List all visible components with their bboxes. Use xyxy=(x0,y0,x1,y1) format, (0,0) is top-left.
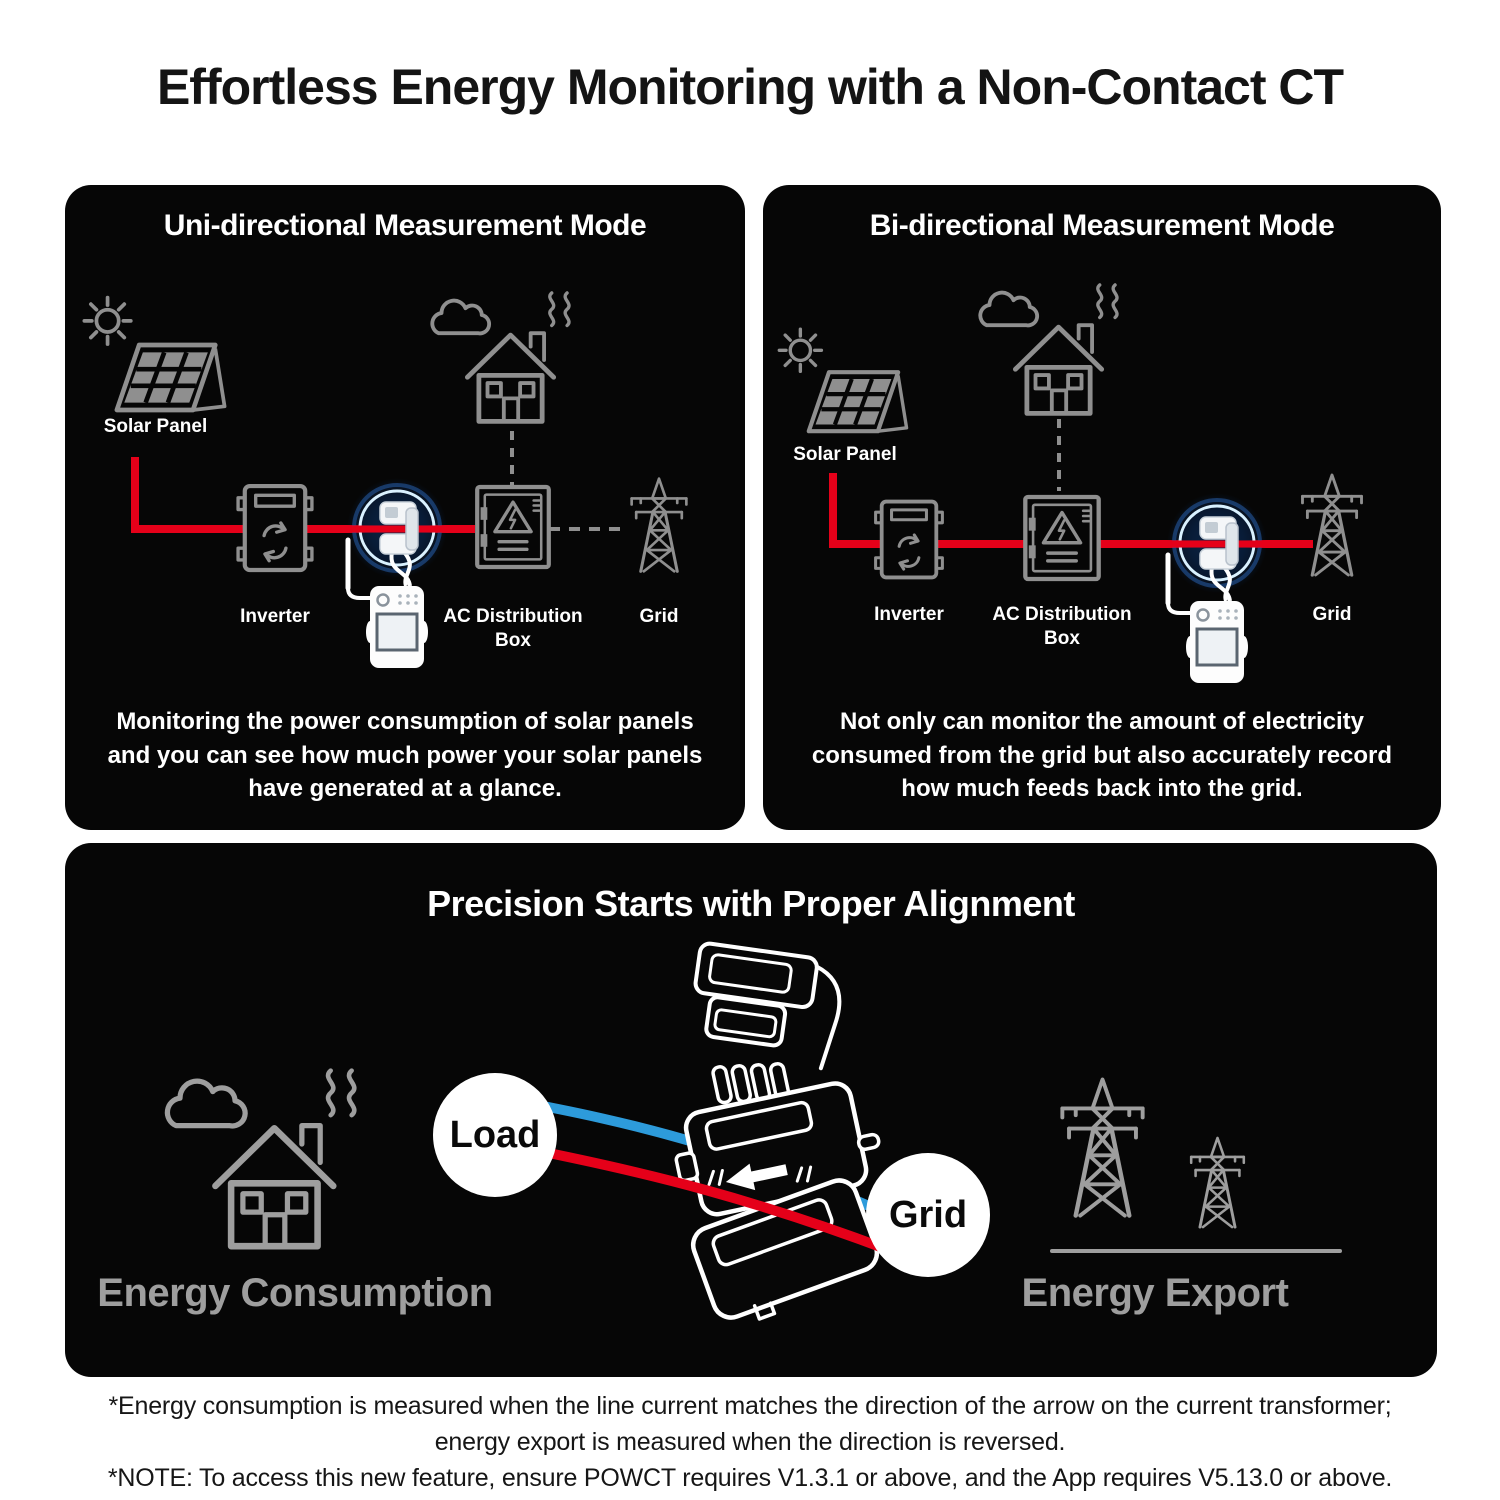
panel-uni-title: Uni-directional Measurement Mode xyxy=(163,209,647,242)
acdb-label-line1: AC Distribution xyxy=(992,604,1132,625)
acdb-label-line2: Box xyxy=(1044,627,1080,649)
panel-bi-title: Bi-directional Measurement Mode xyxy=(869,209,1335,242)
inverter-label: Inverter xyxy=(240,606,310,627)
acdb-label-line2: Box xyxy=(495,629,531,651)
solar-panel-label: Solar Panel xyxy=(793,444,897,465)
ct-sensor-glow-icon xyxy=(1152,493,1282,688)
alignment-title: Precision Starts with Proper Alignment xyxy=(427,883,1075,924)
footnotes xyxy=(0,1388,1500,1496)
bi-description: Not only can monitor the amount of electricity consumed from the grid but also accurately record how much feeds back into the grid. xyxy=(811,708,1393,803)
energy-consumption-house-icon xyxy=(160,1068,390,1258)
footnote-line2: energy export is measured when the direction is reversed. xyxy=(434,1428,1066,1456)
inverter-icon xyxy=(871,497,947,582)
grid-label: Grid xyxy=(1312,604,1352,625)
energy-consumption-label: Energy Consumption xyxy=(97,1271,493,1315)
panel-alignment xyxy=(65,843,1437,1377)
energy-export-tower-small-icon xyxy=(1175,1135,1260,1230)
panel-bi-directional xyxy=(763,185,1441,830)
solar-panel-icon xyxy=(775,325,910,443)
ac-distribution-box-icon xyxy=(473,481,553,573)
inverter-icon xyxy=(233,481,317,575)
grid-tower-icon xyxy=(621,475,697,575)
house-cloud-icon xyxy=(975,283,1143,422)
grid-label: Grid xyxy=(639,606,679,627)
acdb-label xyxy=(423,605,603,653)
uni-description: Monitoring the power consumption of solar panels and you can see how much power your solar panels have generated at a glance. xyxy=(107,708,703,803)
footnote-line1: *Energy consumption is measured when the line current matches the direction of the arrow on the current transformer; xyxy=(108,1392,1392,1420)
inverter-label: Inverter xyxy=(874,604,944,625)
grid-bubble: Grid xyxy=(866,1153,990,1277)
acdb-label-line1: AC Distribution xyxy=(443,606,583,627)
load-bubble: Load xyxy=(433,1073,557,1197)
energy-export-label: Energy Export xyxy=(1021,1271,1289,1315)
acdb-label xyxy=(972,603,1152,651)
solar-panel-label: Solar Panel xyxy=(103,416,208,437)
grid-tower-icon xyxy=(1291,471,1373,579)
panel-uni-directional xyxy=(65,185,745,830)
solar-panel-icon xyxy=(79,293,229,423)
tower-ground-line xyxy=(1050,1249,1342,1253)
energy-export-tower-large-icon xyxy=(1040,1075,1165,1220)
ac-distribution-box-icon xyxy=(1021,491,1103,585)
footnote-line3: *NOTE: To access this new feature, ensure POWCT requires V1.3.1 or above, and the App requires V5.13.0 or above. xyxy=(107,1464,1393,1492)
house-cloud-icon xyxy=(427,291,595,430)
page-title: Effortless Energy Monitoring with a Non-Contact CT xyxy=(156,59,1344,115)
